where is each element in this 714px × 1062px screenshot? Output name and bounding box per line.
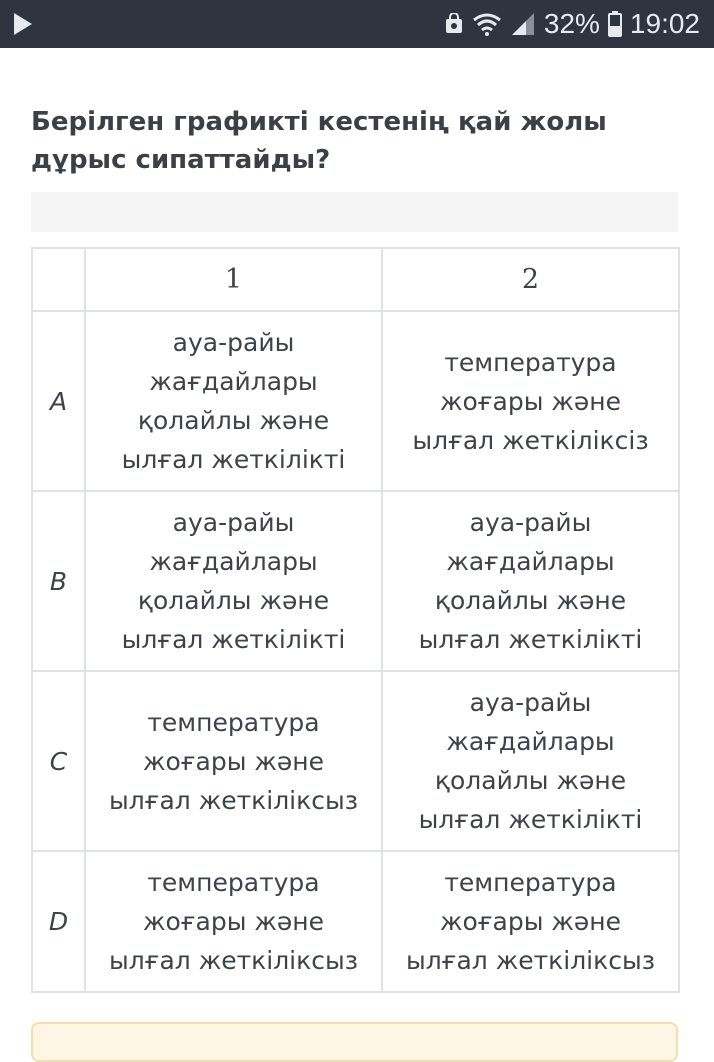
table-cell <box>382 851 679 992</box>
row-letter: C <box>32 671 85 851</box>
clock: 19:02 <box>629 8 700 39</box>
table-cell <box>382 311 679 491</box>
table-cell <box>85 671 382 851</box>
header-col-2: 2 <box>382 248 679 311</box>
graph-area <box>31 192 678 232</box>
status-bar <box>0 0 714 48</box>
table-row-d <box>32 851 679 992</box>
cell-text: ауа-райы жағдайлары қолайлы және ылғал жеткілікті <box>121 508 346 654</box>
cell-text: температура жоғары және ылғал жеткіліксыз <box>108 868 359 975</box>
status-icons <box>444 0 700 48</box>
table-cell <box>382 491 679 671</box>
battery-icon <box>608 11 622 37</box>
table-row-a <box>32 311 679 491</box>
header-corner <box>32 248 85 311</box>
row-letter: B <box>32 491 85 671</box>
table-cell <box>85 851 382 992</box>
answer-table <box>31 247 680 993</box>
play-icon <box>14 13 32 35</box>
table-cell <box>85 311 382 491</box>
cell-text: температура жоғары және ылғал жеткіліксыз <box>108 707 359 815</box>
hint-box[interactable] <box>31 1022 678 1062</box>
battery-percent: 32% <box>543 8 600 39</box>
signal-icon <box>510 11 536 37</box>
cell-text: температура жоғары және ылғал жеткіліксіз <box>412 347 649 455</box>
cell-text: температура жоғары және ылғал жеткіліксыз <box>405 868 656 975</box>
wifi-icon <box>472 12 502 36</box>
table-cell <box>85 491 382 671</box>
cell-text: ауа-райы жағдайлары қолайлы және ылғал жеткілікті <box>418 508 643 654</box>
table-row-b <box>32 491 679 671</box>
question-title: Берілген графикті кестенің қай жолы дұрыс сипаттайды? <box>31 107 607 175</box>
table-cell <box>382 671 679 851</box>
cell-text: ауа-райы жағдайлары қолайлы және ылғал жеткілікті <box>418 688 643 834</box>
cell-text: ауа-райы жағдайлары қолайлы және ылғал жеткілікті <box>121 328 346 474</box>
header-col-1: 1 <box>85 248 382 311</box>
table-row-c <box>32 671 679 851</box>
photo-lock-icon <box>444 13 464 35</box>
table-header-row <box>32 248 679 311</box>
row-letter: D <box>32 851 85 992</box>
row-letter: A <box>32 311 85 491</box>
